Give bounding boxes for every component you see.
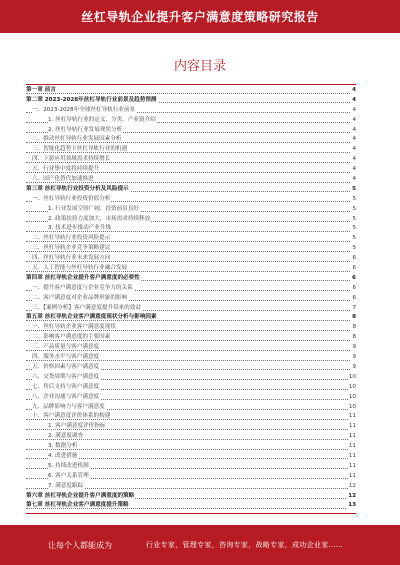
toc-entry-title: 1. 客户满意度评价指标 [48,423,106,430]
toc-section-entry[interactable] [26,393,356,403]
toc-entry-page: 10 [348,373,356,383]
toc-section-entry[interactable] [26,195,356,205]
toc-section-entry[interactable] [26,353,356,363]
toc-entry-page: 6 [351,264,356,274]
toc-section-entry[interactable] [26,304,356,314]
toc-entry-title: 五、价格因素与客户满意度 [32,363,100,370]
toc-chapter-entry[interactable] [26,492,356,502]
toc-entry-title: 1. 丝杠导轨行业的定义、分类、产业链介绍 [48,116,156,123]
toc-entry-title: 第五章 丝杠导轨企业客户满意度现状分析与影响因素 [26,314,157,321]
toc-dot-leader [26,419,356,420]
toc-entry-title: 四、服务水平与客户满意度 [32,354,100,361]
toc-entry-page: 4 [351,145,356,155]
toc-section-entry[interactable] [26,323,356,333]
toc-section-entry[interactable] [26,145,356,155]
toc-dot-leader [26,231,356,232]
toc-subsection-entry[interactable] [26,205,356,215]
toc-entry-title: 六、国产化替代加速推进 [32,176,94,183]
toc-chapter-entry[interactable] [26,274,356,284]
toc-entry-page: 4 [351,86,356,96]
toc-dot-leader [26,320,356,321]
toc-entry-title: 六、交货周期与客户满意度 [32,373,100,380]
toc-entry-title: 第七章 丝杠导轨企业客户满意度提升策略 [26,502,129,509]
toc-entry-page: 11 [348,452,356,462]
toc-subsection-entry[interactable] [26,215,356,225]
toc-entry-page: 5 [351,215,356,225]
toc-entry-page: 11 [348,422,356,432]
toc-section-entry[interactable] [26,135,356,145]
toc-bottom-rule [26,513,356,514]
toc-dot-leader [26,142,356,143]
toc-section-entry[interactable] [26,403,356,413]
toc-chapter-entry[interactable] [26,86,356,96]
toc-subsection-entry[interactable] [26,422,356,432]
toc-subsection-entry[interactable] [26,482,356,492]
toc-chapter-entry[interactable] [26,313,356,323]
toc-entry-page: 6 [351,284,356,294]
table-of-contents [26,86,356,511]
toc-entry-title: 二、客户满意度对企业品牌形象的影响 [32,294,128,301]
toc-entry-page: 12 [347,492,356,502]
toc-section-entry[interactable] [26,373,356,383]
toc-section-entry[interactable] [26,343,356,353]
toc-dot-leader [26,330,356,331]
toc-section-entry[interactable] [26,412,356,422]
toc-entry-page: 5 [351,244,356,254]
toc-entry-page: 4 [351,116,356,126]
toc-entry-page: 8 [351,313,356,323]
toc-entry-title: 2. 政策扶持力度加大，市场需求持续释放 [48,215,151,222]
toc-entry-page: 5 [351,205,356,215]
toc-entry-title: 2. 满意度调查 [48,433,84,440]
toc-entry-title: 八、企业沟通与客户满意度 [32,393,100,400]
toc-subsection-entry[interactable] [26,126,356,136]
toc-entry-title: 3. 数据分析 [48,443,78,450]
toc-entry-title: 3. 技术进步推动产业升级 [48,225,112,232]
toc-section-entry[interactable] [26,165,356,175]
toc-entry-title: 6. 客户关系管理 [48,472,89,479]
toc-subsection-entry[interactable] [26,452,356,462]
toc-entry-page: 9 [351,353,356,363]
toc-dot-leader [26,241,356,242]
toc-entry-title: 一、提升客户满意度与企业竞争力的关系 [32,284,133,291]
toc-entry-page: 4 [351,165,356,175]
toc-entry-title: 2. 丝杠导轨行业发展现状分析 [48,126,123,133]
toc-entry-title: 二、推动丝杠导轨行业发展因素分析 [32,136,122,143]
toc-entry-page: 7 [351,304,356,314]
toc-entry-page: 10 [348,403,356,413]
toc-entry-title: 一、丝杠导轨企业客户满意度现状 [32,324,116,331]
toc-entry-title: 二、影响客户满意度的主要因素 [32,334,111,341]
toc-entry-page: 9 [351,363,356,373]
toc-entry-title: 二、丝杠导轨行业投资风险提示 [32,235,111,242]
toc-entry-page: 12 [348,482,356,492]
toc-entry-title: 五、人工智能与丝杠导轨行业融合发展 [32,265,128,272]
toc-subsection-entry[interactable] [26,442,356,452]
toc-entry-page: 4 [351,126,356,136]
toc-section-entry[interactable] [26,244,356,254]
footer-slogan-left: 让每个人都能成为 [48,540,112,550]
toc-entry-title: 四、下游应用领域需求持续增长 [32,156,111,163]
toc-entry-page: 11 [348,412,356,422]
toc-subsection-entry[interactable] [26,472,356,482]
footer-bar [0,525,400,565]
toc-entry-title: 一、2023-2028年全球丝杠导轨行业前景 [32,106,136,113]
toc-entry-page: 8 [351,323,356,333]
toc-entry-page: 5 [351,185,356,195]
toc-entry-page: 5 [351,195,356,205]
toc-section-entry[interactable] [26,363,356,373]
toc-section-entry[interactable] [26,254,356,264]
toc-entry-page: 6 [351,294,356,304]
toc-section-entry[interactable] [26,383,356,393]
toc-entry-title: 十、客户满意度评价体系的构建 [32,413,111,420]
toc-entry-title: 三、丝杠导轨企业竞争策略建议 [32,245,111,252]
toc-entry-title: 7. 满意度跟踪 [48,482,84,489]
toc-entry-page: 5 [351,224,356,234]
toc-subsection-entry[interactable] [26,462,356,472]
toc-entry-page: 11 [348,472,356,482]
toc-entry-title: 三、产品质量与客户满意度 [32,344,100,351]
toc-entry-page: 4 [351,135,356,145]
toc-entry-page: 11 [348,442,356,452]
toc-chapter-entry[interactable] [26,185,356,195]
page-number: 3 [355,513,358,518]
toc-top-rule [26,84,356,85]
toc-entry-title: 九、品牌影响力与客户满意度 [32,403,105,410]
toc-dot-leader [26,93,356,94]
toc-section-entry[interactable] [26,175,356,185]
toc-entry-page: 11 [348,432,356,442]
toc-heading: 内容目录 [173,59,226,74]
toc-chapter-entry[interactable] [26,501,356,511]
toc-entry-page: 4 [351,96,356,106]
toc-entry-page: 4 [351,175,356,185]
report-header-bar [0,0,400,33]
toc-entry-title: 三、智能化趋势下丝杠导轨行业的机遇 [32,146,128,153]
toc-section-entry[interactable] [26,155,356,165]
toc-entry-title: 1. 行业发展空间广阔，投资前景良好 [48,205,140,212]
toc-entry-title: 5. 持续改进机制 [48,462,89,469]
toc-entry-title: 三、【案例分析】客户满意度提升带来的效益 [32,304,142,311]
toc-entry-title: 一、丝杠导轨行业投资价值分析 [32,195,111,202]
toc-entry-title: 七、售后支持与客户满意度 [32,383,100,390]
toc-entry-title: 第四章 丝杠导轨企业提升客户满意度的必要性 [26,274,140,281]
toc-entry-page: 6 [351,274,356,284]
toc-dot-leader [26,508,356,509]
toc-section-entry[interactable] [26,264,356,274]
toc-subsection-entry[interactable] [26,224,356,234]
toc-entry-page: 13 [347,501,356,511]
toc-entry-page: 4 [351,106,356,116]
toc-entry-page: 10 [348,383,356,393]
toc-section-entry[interactable] [26,333,356,343]
toc-entry-title: 五、行业集中度将持续提升 [32,166,100,173]
toc-entry-title: 4. 改进措施 [48,452,78,459]
toc-entry-page: 11 [348,462,356,472]
toc-entry-title: 第六章 丝杠导轨企业提升客户满意度的策略 [26,492,135,499]
toc-entry-page: 4 [351,155,356,165]
toc-section-entry[interactable] [26,294,356,304]
toc-subsection-entry[interactable] [26,432,356,442]
toc-entry-title: 四、丝杠导轨行业未来发展方向 [32,255,111,262]
footer-slogan-right: 行业专家，管理专家，咨询专家，战略专家，成功企业家…… [146,541,344,549]
toc-entry-title: 第一章 前言 [26,87,56,93]
toc-entry-page: 9 [351,343,356,353]
toc-entry-page: 8 [351,333,356,343]
report-title: 丝杠导轨企业提升客户满意度策略研究报告 [81,10,319,24]
toc-entry-page: 6 [351,254,356,264]
toc-entry-title: 第三章 丝杠导轨行业投资分析及风险提示 [26,185,129,192]
toc-section-entry[interactable] [26,106,356,116]
toc-chapter-entry[interactable] [26,96,356,106]
toc-section-entry[interactable] [26,234,356,244]
toc-entry-page: 5 [351,234,356,244]
toc-section-entry[interactable] [26,284,356,294]
toc-subsection-entry[interactable] [26,116,356,126]
toc-entry-page: 10 [348,393,356,403]
toc-entry-title: 第二章 2023-2028年丝杠导轨行业前景及趋势预测 [26,96,157,103]
